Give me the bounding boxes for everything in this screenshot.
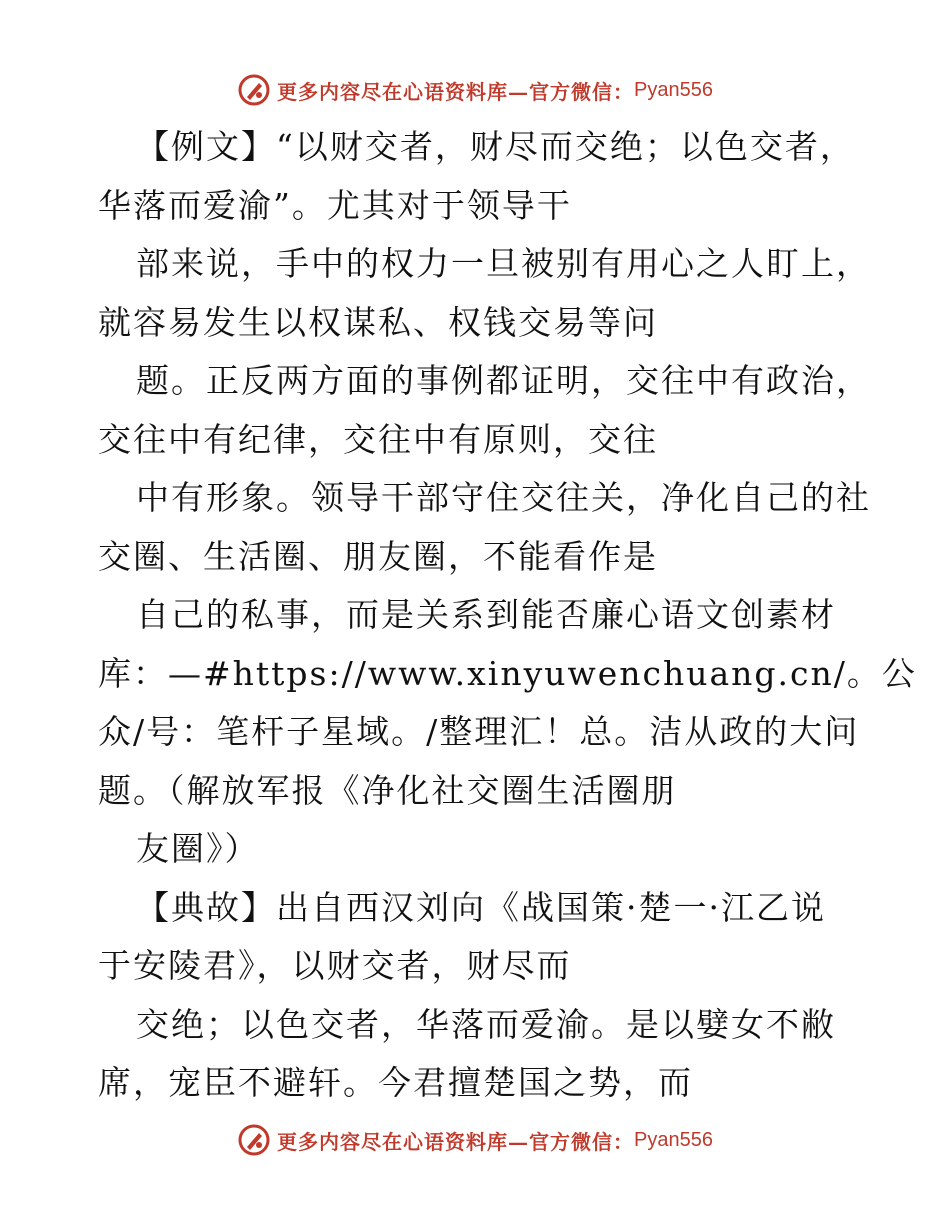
text-line: 题。（解放军报《净化社交圈生活圈朋 — [98, 770, 677, 810]
footer-banner — [0, 1120, 950, 1160]
text-line: 交绝；以色交者，华落而爱渝。是以嬖女不敝 — [136, 1004, 836, 1044]
pen-nib-circle-icon — [237, 73, 271, 107]
text-line: 库：—#https://www.xinyuwenchuang.cn/。公 — [98, 653, 917, 693]
text-line: 众/号：笔杆子星域。/整理汇！总。洁从政的大问 — [98, 712, 860, 751]
text-line: 就容易发生以权谋私、权钱交易等问 — [98, 302, 658, 342]
text-line: 华落而爱渝”。尤其对于领导干 — [98, 185, 572, 225]
text-line: 席，宠臣不避轩。今君擅楚国之势，而 — [98, 1063, 693, 1102]
footer-text: 更多内容尽在心语资料库—官方微信： — [277, 1129, 635, 1154]
pen-nib-circle-icon — [237, 1123, 271, 1157]
header-text: 更多内容尽在心语资料库—官方微信： — [277, 79, 635, 104]
text-line: 【典故】出自西汉刘向《战国策·楚一·江乙说 — [136, 887, 826, 927]
text-line: 友圈》） — [136, 829, 260, 868]
text-line: 交往中有纪律，交往中有原则，交往 — [98, 419, 658, 459]
text-line: 题。正反两方面的事例都证明，交往中有政治， — [136, 361, 871, 400]
text-line: 于安陵君》，以财交者，财尽而 — [98, 946, 572, 985]
text-line: 交圈、生活圈、朋友圈，不能看作是 — [98, 536, 658, 576]
document-body — [98, 118, 917, 1113]
header-banner — [0, 70, 950, 110]
text-line: 部来说，手中的权力一旦被别有用心之人盯上， — [136, 244, 871, 283]
header-wechat-id: Pyan556 — [634, 78, 713, 101]
text-line: 中有形象。领导干部守住交往关，净化自己的社 — [136, 478, 871, 517]
text-line: 自己的私事，而是关系到能否廉心语文创素材 — [136, 595, 836, 634]
text-line: 【例文】“以财交者，财尽而交绝；以色交者， — [136, 127, 855, 166]
footer-wechat-id: Pyan556 — [634, 1128, 713, 1151]
